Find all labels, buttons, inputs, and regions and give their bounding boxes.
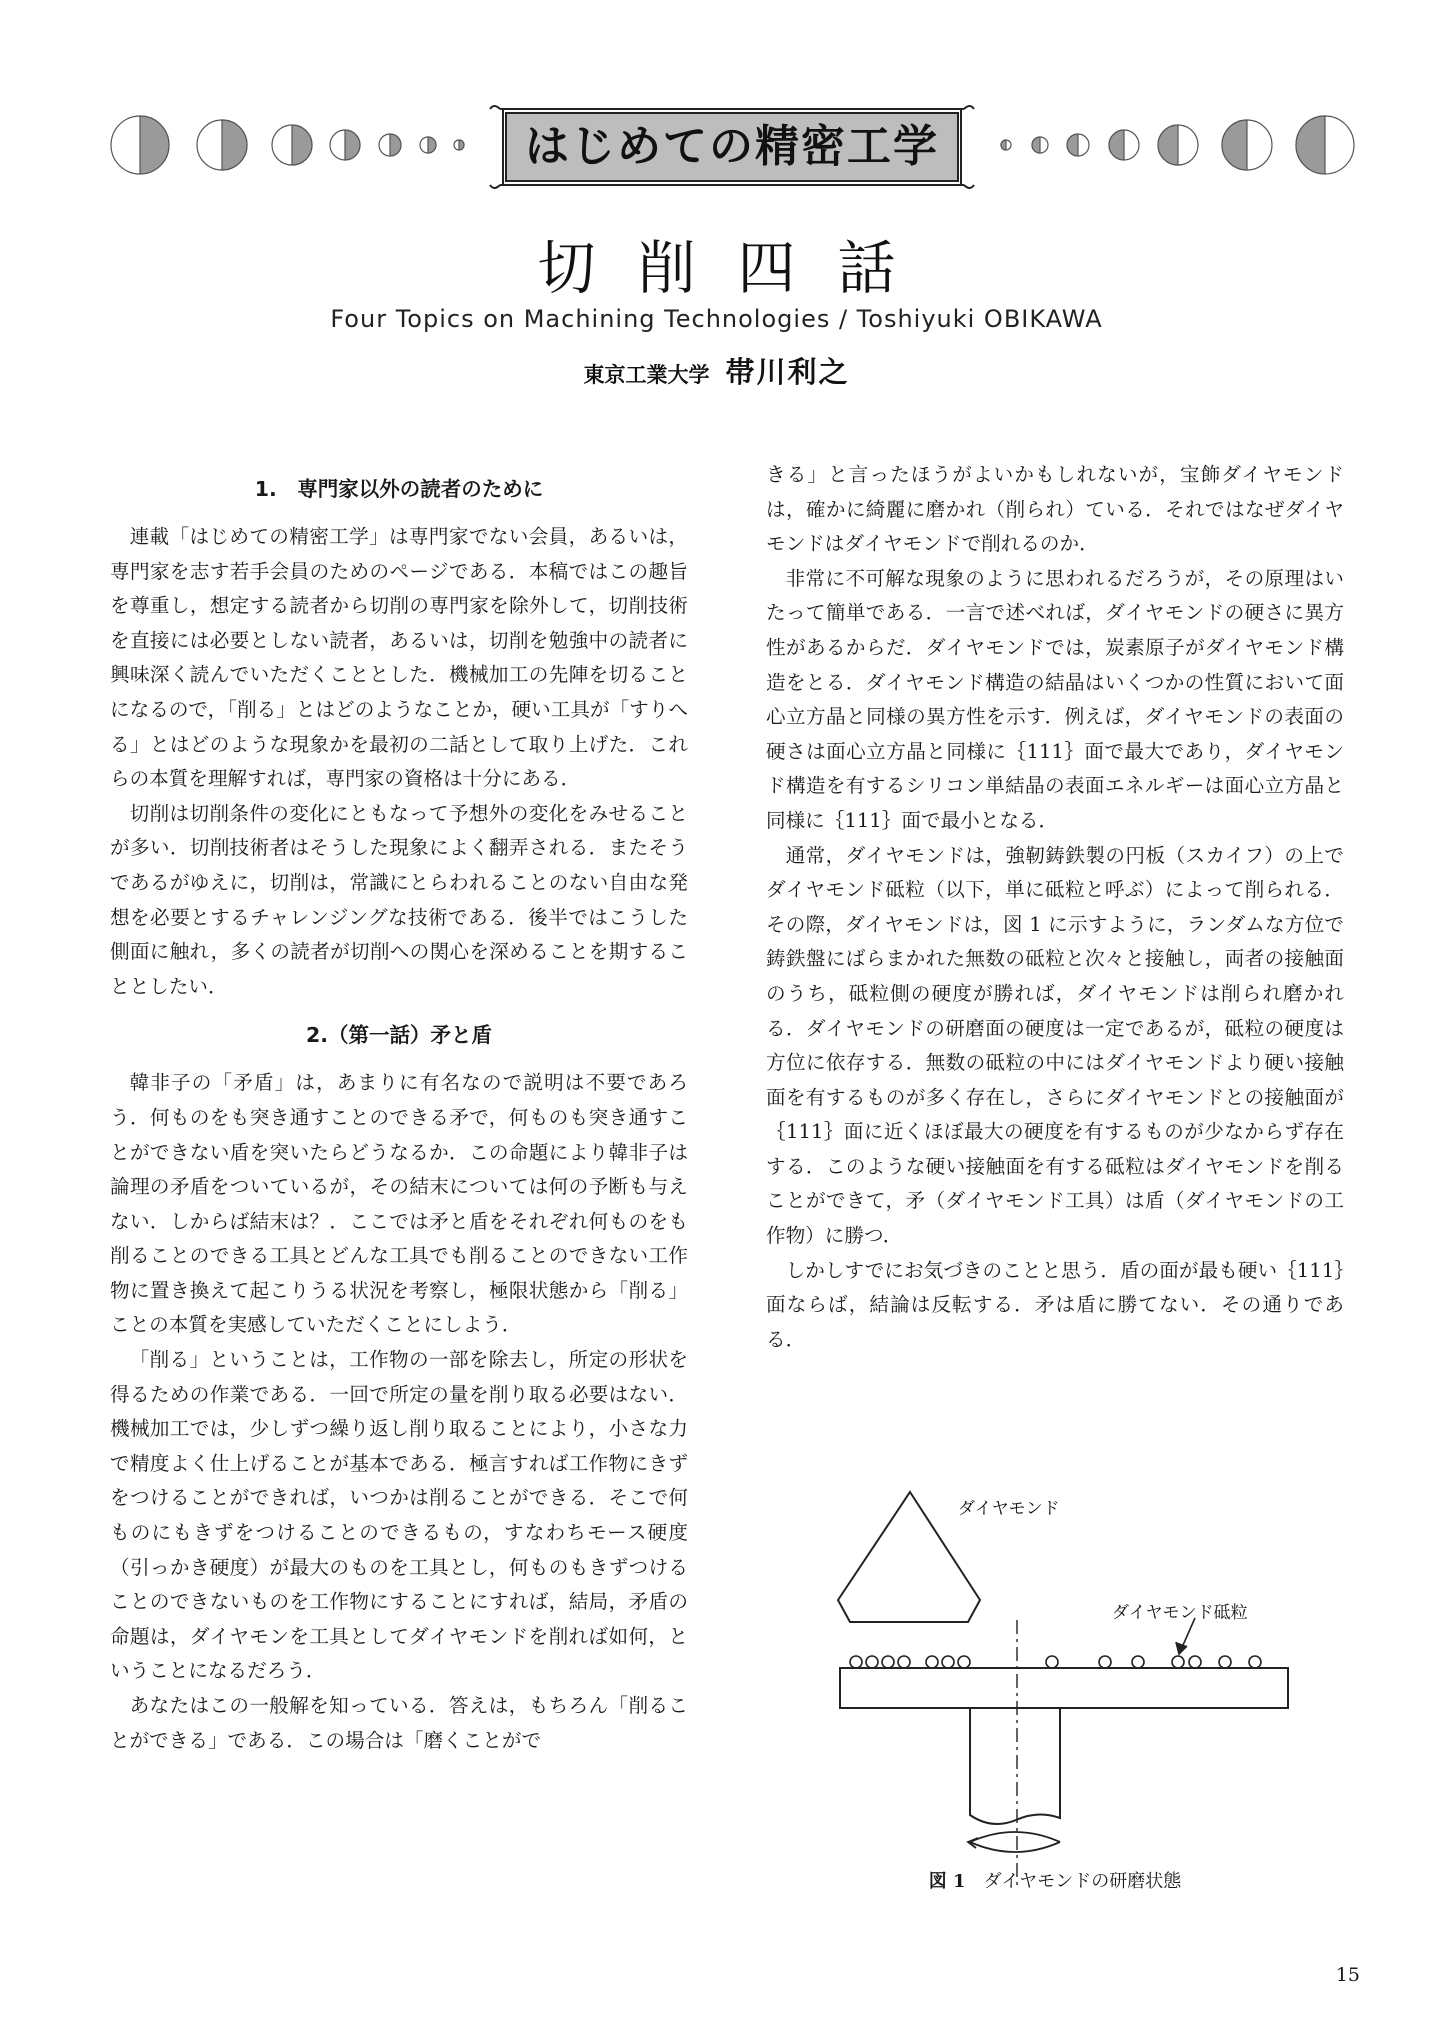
author-affiliation: 東京工業大学 xyxy=(583,363,710,387)
right-column xyxy=(766,458,1344,1357)
article-subtitle: Four Topics on Machining Technologies / Toshiyuki OBIKAWA xyxy=(330,305,1103,333)
paragraph: 連載「はじめての精密工学」は専門家でない会員，あるいは，専門家を志す若手会員のためのページである．本稿ではこの趣旨を尊重し，想定する読者から切削の専門家を除外して，切削技術を直接には必要としない読者，あるいは，切削を勉強中の読者に興味深く読んでいただくこととした．機械加工の先陣を切ることになるので，「削る」とはどのようなことか，硬い工具が「すりへる」とはどのような現象かを最初の二話として取り上げた．これらの本質を理解すれば，専門家の資格は十分にある． xyxy=(110,525,688,791)
moon-phase-icon xyxy=(1222,120,1272,170)
figure-1 xyxy=(820,1470,1300,1890)
paragraph-split-start: あなたはこの一般解を知っている．答えは，もちろん「削ることができる」である．この場合は「磨くことがで xyxy=(110,1694,688,1752)
section-2-heading: 2.（第一話）矛と盾 xyxy=(305,1023,493,1048)
label-diamond-grain: ダイヤモンド砥粒 xyxy=(1112,1603,1248,1623)
section-1-heading: 1. 専門家以外の読者のために xyxy=(254,477,544,501)
moon-phase-icon xyxy=(1032,137,1048,153)
moon-phase-icon xyxy=(1158,125,1198,165)
left-column xyxy=(110,458,688,1758)
paragraph-split-end: きる」と言ったほうがよいかもしれないが，宝飾ダイヤモンドは，確かに綺麗に磨かれ（削られ）ている．それではなぜダイヤモンドはダイヤモンドで削れるのか． xyxy=(766,463,1344,556)
author-name: 帯川利之 xyxy=(725,355,850,389)
moon-phase-icon xyxy=(1109,130,1139,160)
moon-phase-icon xyxy=(111,116,169,174)
moon-phase-icon xyxy=(420,137,436,153)
figure-caption-text: ダイヤモンドの研磨状態 xyxy=(983,1871,1182,1892)
moon-phase-icon xyxy=(379,134,401,156)
figure-caption xyxy=(766,1867,1344,1893)
moon-phase-icon xyxy=(197,120,247,170)
diamond-polishing-diagram xyxy=(820,1470,1300,1890)
paragraph: 「削る」ということは，工作物の一部を除去し，所定の形状を得るための作業である．一回で所定の量を削り取る必要はない．機械加工では，少しずつ繰り返し削り取ることにより，小さな力で精度よく仕上げることが基本である．極言すれば工作物にきずをつけることができれば，いつかは削ることができる．そこで何ものにもきずをつけることのできるもの，すなわちモース硬度（引っかき硬度）が最大のものを工具とし，何ものもきずつけることのできないものを工作物にすることにすれば，結局，矛盾の命題は，ダイヤモンを工具としてダイヤモンドを削れば如何，ということになるだろう． xyxy=(110,1348,688,1683)
article-title: 切削四話 xyxy=(537,234,938,302)
moon-phase-icon xyxy=(330,130,360,160)
paragraph: 韓非子の「矛盾」は，あまりに有名なので説明は不要であろう．何ものをも突き通すことのできる矛で，何ものも突き通すことができない盾を突いたらどうなるか．この命題により韓非子は論理の矛盾をついているが，その結末については何の予断も与えない．しからば結末は？．ここでは矛と盾をそれぞれ何ものをも削ることのできる工具とどんな工具でも削ることのできない工作物に置き換えて起こりうる状況を考察し，極限状態から「削る」ことの本質を実感していただくことにしよう． xyxy=(110,1071,688,1337)
shaft xyxy=(970,1708,1060,1824)
label-diamond: ダイヤモンド xyxy=(958,1499,1060,1519)
moon-phase-icon xyxy=(454,140,464,150)
rotation-arrow xyxy=(970,1832,1060,1852)
paragraph: 非常に不可解な現象のように思われるだろうが，その原理はいたって簡単である．一言で述べれば，ダイヤモンドの硬さに異方性があるからだ．ダイヤモンドでは，炭素原子がダイヤモンド構造をとる．ダイヤモンド構造の結晶はいくつかの性質において面心立方晶と同様の異方性を示す．例えば，ダイヤモンドの表面の硬さは面心立方晶と同様に｛111｝面で最大であり，ダイヤモンド構造を有するシリコン単結晶の表面エネルギーは面心立方晶と同様に｛111｝面で最小となる． xyxy=(766,566,1344,832)
figure-number: 図 1 xyxy=(928,1871,966,1892)
paragraph: 切削は切削条件の変化にともなって予想外の変化をみせることが多い．切削技術者はそうした現象によく翻弄される．またそうであるがゆえに，切削は，常識にとらわれることのない自由な発想を必要とするチャレンジングな技術である．後半ではこうした側面に触れ，多くの読者が切削への関心を深めることを期することとしたい． xyxy=(110,801,688,998)
author-line xyxy=(0,350,1433,391)
page-number: 15 xyxy=(1335,1964,1360,1986)
moon-phase-icon xyxy=(1296,116,1354,174)
moon-phase-icon xyxy=(1001,140,1011,150)
paragraph: 通常，ダイヤモンドは，強靭鋳鉄製の円板（スカイフ）の上でダイヤモンド砥粒（以下，単に砥粒と呼ぶ）によって削られる．その際，ダイヤモンドは，図 1 に示すように，ランダムな方位で鋳鉄盤にばらまかれた無数の砥粒と次々と接触し，両者の接触面のうち，砥粒側の硬度が勝れば，ダイヤモンドは削られ磨かれる．ダイヤモンドの研磨面の硬度は一定であるが，砥粒の硬度は方位に依存する．無数の砥粒の中にはダイヤモンドより硬い接触面を有するものが多く存在し，さらにダイヤモンドとの接触面が｛111｝面に近くほぼ最大の硬度を有するものが少なからず存在する．このような硬い接触面を有する砥粒はダイヤモンドを削ることができて，矛（ダイヤモンド工具）は盾（ダイヤモンドの工作物）に勝つ． xyxy=(766,843,1344,1248)
moon-phase-icon xyxy=(272,125,312,165)
scaife-disk xyxy=(840,1668,1288,1708)
series-title: はじめての精密工学 xyxy=(525,121,939,172)
paragraph: しかしすでにお気づきのことと思う．盾の面が最も硬い｛111｝面ならば，結論は反転する．矛は盾に勝てない．その通りである． xyxy=(766,1258,1344,1351)
diamond-grains xyxy=(850,1656,1261,1668)
moon-phase-icon xyxy=(1067,134,1089,156)
